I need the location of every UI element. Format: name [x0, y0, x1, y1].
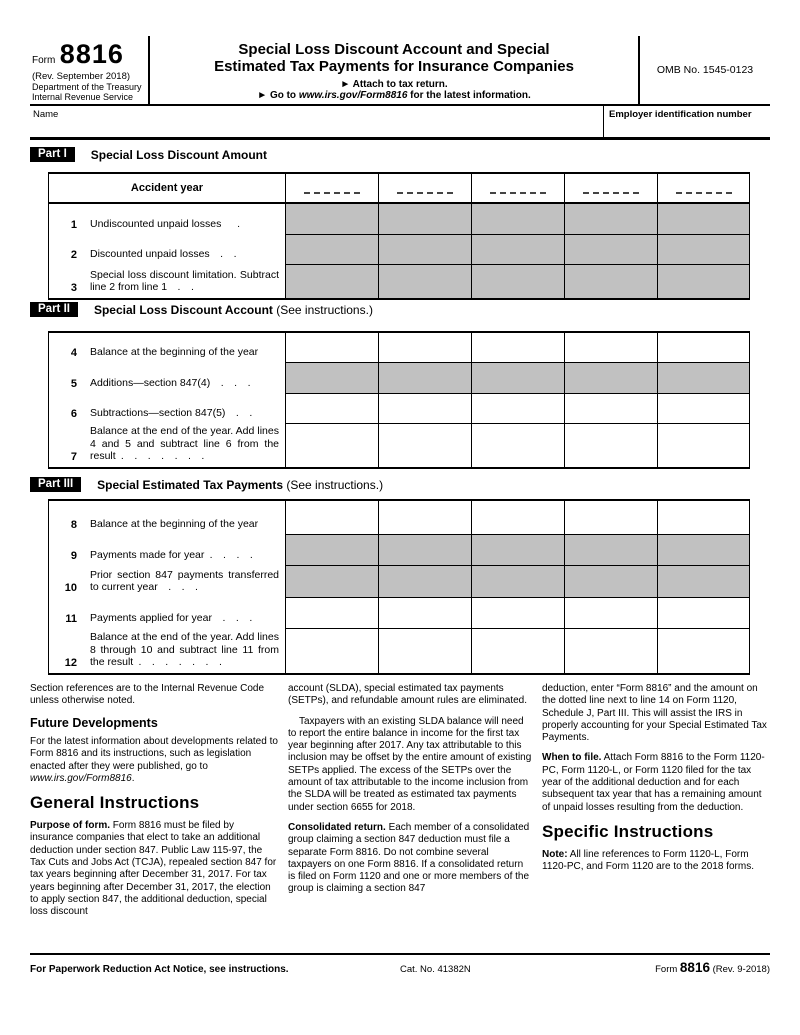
line10-number: 10: [64, 582, 77, 594]
accident-year-header: Accident year: [130, 182, 204, 194]
line1-label: Undiscounted unpaid losses .: [90, 218, 241, 231]
form-footer: [30, 953, 770, 975]
part3-chip: Part III: [30, 477, 81, 492]
part3-suffix: (See instructions.): [286, 477, 384, 492]
entry-cell[interactable]: [564, 501, 657, 535]
line1-number: 1: [70, 219, 77, 231]
part1-chip: Part I: [30, 147, 75, 162]
entry-cell[interactable]: [471, 501, 564, 535]
line8-row: [49, 501, 750, 535]
form-title-block: [150, 36, 640, 104]
taxpayers-slda-text: Taxpayers with an existing SLDA balance will need to report the entire balance in income for the first tax year beginning after 2017. Any tax attributable to this inclusion may be offset by the entire amount of existing SETPs applied. The excess of the SETPs over the amount of tax attributable to the income inclusion from the SLDA will be treated as estimated tax payments under section 6655 for 2018.: [288, 715, 532, 813]
shaded-cell: [471, 535, 564, 566]
line5-label: Additions—section 847(4) . . .: [90, 377, 251, 390]
shaded-cell: [285, 204, 378, 235]
accident-year-blank[interactable]: [378, 174, 471, 202]
shaded-cell: [471, 265, 564, 298]
entry-cell[interactable]: [285, 598, 378, 629]
future-developments-text: For the latest information about developments related to Form 8816 and its instructions, such as legislation enacted after they were published, go to www.irs.gov/Form8816.: [30, 735, 278, 784]
shaded-cell: [564, 363, 657, 394]
instructions-section: [30, 683, 770, 926]
line11-number: 11: [65, 613, 77, 625]
line2-number: 2: [70, 249, 77, 261]
entry-cell[interactable]: [378, 629, 471, 673]
shaded-cell: [564, 235, 657, 265]
paperwork-notice: For Paperwork Reduction Act Notice, see instructions.: [30, 964, 289, 975]
note-text: Note: All line references to Form 1120-L, Form 1120-PC, and Form 1120 are to the 2018 forms.: [542, 848, 754, 873]
entry-cell[interactable]: [285, 394, 378, 424]
entry-cell[interactable]: [471, 394, 564, 424]
shaded-cell: [378, 265, 471, 298]
line3-number: 3: [70, 282, 77, 294]
shaded-cell: [564, 204, 657, 235]
catalog-number: Cat. No. 41382N: [400, 964, 471, 975]
attach-note: ► Attach to tax return.: [340, 78, 448, 90]
part2-header-bar: [30, 302, 373, 317]
form-word: Form: [32, 55, 56, 66]
part3-header-bar: [30, 477, 383, 492]
name-label: Name: [33, 109, 59, 120]
form-title-line-1: Special Loss Discount Account and Special: [238, 41, 550, 58]
general-instructions-heading: General Instructions: [30, 793, 200, 813]
line4-label: Balance at the beginning of the year: [90, 346, 259, 359]
form-title-line-2: Estimated Tax Payments for Insurance Companies: [214, 58, 574, 76]
instructions-column-2: [288, 683, 532, 926]
entry-cell[interactable]: [657, 629, 750, 673]
shaded-cell: [471, 363, 564, 394]
entry-cell[interactable]: [378, 424, 471, 467]
shaded-cell: [285, 235, 378, 265]
line4-number: 4: [70, 347, 77, 359]
shaded-cell: [285, 535, 378, 566]
irs-url: www.irs.gov/Form8816: [298, 89, 408, 101]
line11-row: [49, 598, 750, 629]
line3-label: Special loss discount limitation. Subtract line 2 from line 1 . .: [90, 268, 279, 294]
part1-table: [48, 172, 750, 300]
line5-row: [49, 363, 750, 394]
line7-row: [49, 424, 750, 467]
form-number-block: [30, 36, 150, 104]
line6-number: 6: [70, 408, 77, 420]
shaded-cell: [657, 535, 750, 566]
goto-note: ► Go to www.irs.gov/Form8816 for the latest information.: [257, 89, 531, 101]
part1-title: Special Loss Discount Amount: [90, 147, 268, 162]
accident-year-blank[interactable]: [285, 174, 378, 202]
part2-title: Special Loss Discount Account (See instructions.): [93, 302, 373, 317]
entry-cell[interactable]: [285, 333, 378, 363]
part2-suffix: (See instructions.): [276, 302, 373, 317]
line7-number: 7: [70, 451, 77, 463]
entry-cell[interactable]: [471, 629, 564, 673]
future-developments-heading: Future Developments: [30, 715, 158, 730]
shaded-cell: [564, 535, 657, 566]
instructions-column-3: [542, 683, 770, 926]
entry-cell[interactable]: [564, 333, 657, 363]
line6-row: [49, 394, 750, 424]
part3-title: Special Estimated Tax Payments (See instructions.): [97, 477, 384, 492]
shaded-cell: [285, 265, 378, 298]
line6-label: Subtractions—section 847(5) . .: [90, 407, 253, 420]
line9-row: [49, 535, 750, 566]
slda-setp-text: account (SLDA), special estimated tax payments (SETPs), and refundable amount rules are eliminated.: [288, 683, 528, 707]
entry-cell[interactable]: [378, 598, 471, 629]
shaded-cell: [285, 566, 378, 598]
form-number: 8816: [59, 39, 124, 69]
line3-row: [49, 265, 750, 298]
shaded-cell: [564, 566, 657, 598]
line11-label: Payments applied for year . . .: [90, 612, 253, 625]
form-footer-id: Form 8816 (Rev. 9-2018): [655, 960, 770, 975]
purpose-of-form-text: Purpose of form. Form 8816 must be filed by insurance companies that elect to take an additional deduction under section 847. Public Law 115-97, the Tax Cuts and Jobs Act (TCJA), repealed section 847 for tax years beginning after December 31, 2017. For tax years beginning after December 31, 2017, the election to apply section 847, the additional deduction, special loss discount: [30, 820, 277, 918]
accident-year-blank[interactable]: [471, 174, 564, 202]
shaded-cell: [378, 566, 471, 598]
shaded-cell: [657, 363, 750, 394]
name-ein-row: [30, 106, 770, 140]
shaded-cell: [378, 204, 471, 235]
line8-label: Balance at the beginning of the year: [90, 518, 259, 531]
line12-row: [49, 629, 750, 673]
line2-label: Discounted unpaid losses . .: [90, 248, 237, 261]
name-field[interactable]: [30, 106, 603, 137]
consolidated-return-text: Consolidated return. Each member of a consolidated group claiming a section 847 deduction must file a separate Form 8816. Do not combine several taxpayers on one Form 8816. If a consolidated return is filed on Form 1120 and one or more members of the group is claiming a section 847: [288, 821, 530, 895]
line4-row: [49, 333, 750, 363]
entry-cell[interactable]: [471, 333, 564, 363]
shaded-cell: [378, 235, 471, 265]
when-to-file-text: When to file. Attach Form 8816 to the Form 1120-PC, Form 1120-L, or Form 1120 filed for the tax year of the additional deduction and for each subsequent tax year that has a remaining amount of unpaid losses resulting from the deduction.: [542, 752, 765, 813]
entry-cell[interactable]: [657, 333, 750, 363]
line2-row: [49, 235, 750, 265]
entry-cell[interactable]: [285, 629, 378, 673]
agency-line-2: Internal Revenue Service: [32, 92, 134, 103]
agency-line-1: Department of the Treasury: [32, 82, 142, 92]
shaded-cell: [657, 204, 750, 235]
deduction-enter-text: deduction, enter “Form 8816” and the amount on the dotted line next to line 14 on Form 1120, Schedule J, Part III. This will assist the IRS in properly accounting for your Special Estimated Tax Payments.: [542, 683, 767, 744]
ein-label: Employer identification number: [609, 109, 752, 120]
line12-label: Balance at the end of the year. Add lines 8 through 10 and subtract line 11 from the result . . . . . . .: [90, 631, 279, 669]
line5-number: 5: [70, 378, 77, 390]
part3-table: [48, 499, 750, 675]
entry-cell[interactable]: [378, 333, 471, 363]
footer-form-number: 8816: [679, 960, 710, 975]
line12-number: 12: [64, 657, 77, 669]
line9-label: Payments made for year . . . .: [90, 549, 253, 562]
accident-year-header-row: [49, 174, 750, 204]
shaded-cell: [471, 204, 564, 235]
line8-number: 8: [70, 519, 77, 531]
entry-cell[interactable]: [378, 501, 471, 535]
shaded-cell: [657, 566, 750, 598]
entry-cell[interactable]: [471, 424, 564, 467]
entry-cell[interactable]: [564, 598, 657, 629]
revision-date: (Rev. September 2018): [32, 71, 131, 82]
entry-cell[interactable]: [657, 394, 750, 424]
accident-year-blank[interactable]: [564, 174, 657, 202]
shaded-cell: [378, 535, 471, 566]
entry-cell[interactable]: [657, 501, 750, 535]
entry-cell[interactable]: [285, 424, 378, 467]
entry-cell[interactable]: [378, 394, 471, 424]
omb-number: OMB No. 1545-0123: [656, 64, 754, 76]
shaded-cell: [657, 235, 750, 265]
entry-cell[interactable]: [471, 598, 564, 629]
line10-row: [49, 566, 750, 598]
line7-label: Balance at the end of the year. Add lines 4 and 5 and subtract line 6 from the result . . . . . . .: [90, 425, 279, 463]
ein-field[interactable]: [603, 106, 770, 137]
line9-number: 9: [70, 550, 77, 562]
line10-label: Prior section 847 payments transferred to current year . . .: [90, 568, 279, 594]
entry-cell[interactable]: [564, 394, 657, 424]
line1-row: [49, 204, 750, 235]
shaded-cell: [378, 363, 471, 394]
shaded-cell: [657, 265, 750, 298]
entry-cell[interactable]: [657, 424, 750, 467]
section-references: Section references are to the Internal Revenue Code unless otherwise noted.: [30, 683, 265, 707]
part1-header-bar: [30, 147, 267, 162]
shaded-cell: [471, 566, 564, 598]
instructions-column-1: [30, 683, 278, 926]
shaded-cell: [285, 363, 378, 394]
entry-cell[interactable]: [285, 501, 378, 535]
form-header: [30, 36, 770, 106]
shaded-cell: [564, 265, 657, 298]
entry-cell[interactable]: [564, 424, 657, 467]
entry-cell[interactable]: [657, 598, 750, 629]
part2-table: [48, 331, 750, 469]
shaded-cell: [471, 235, 564, 265]
part2-chip: Part II: [30, 302, 78, 317]
specific-instructions-heading: Specific Instructions: [542, 821, 714, 841]
accident-year-blank[interactable]: [657, 174, 750, 202]
entry-cell[interactable]: [564, 629, 657, 673]
irs-url-instructions: www.irs.gov/Form8816: [30, 772, 132, 784]
